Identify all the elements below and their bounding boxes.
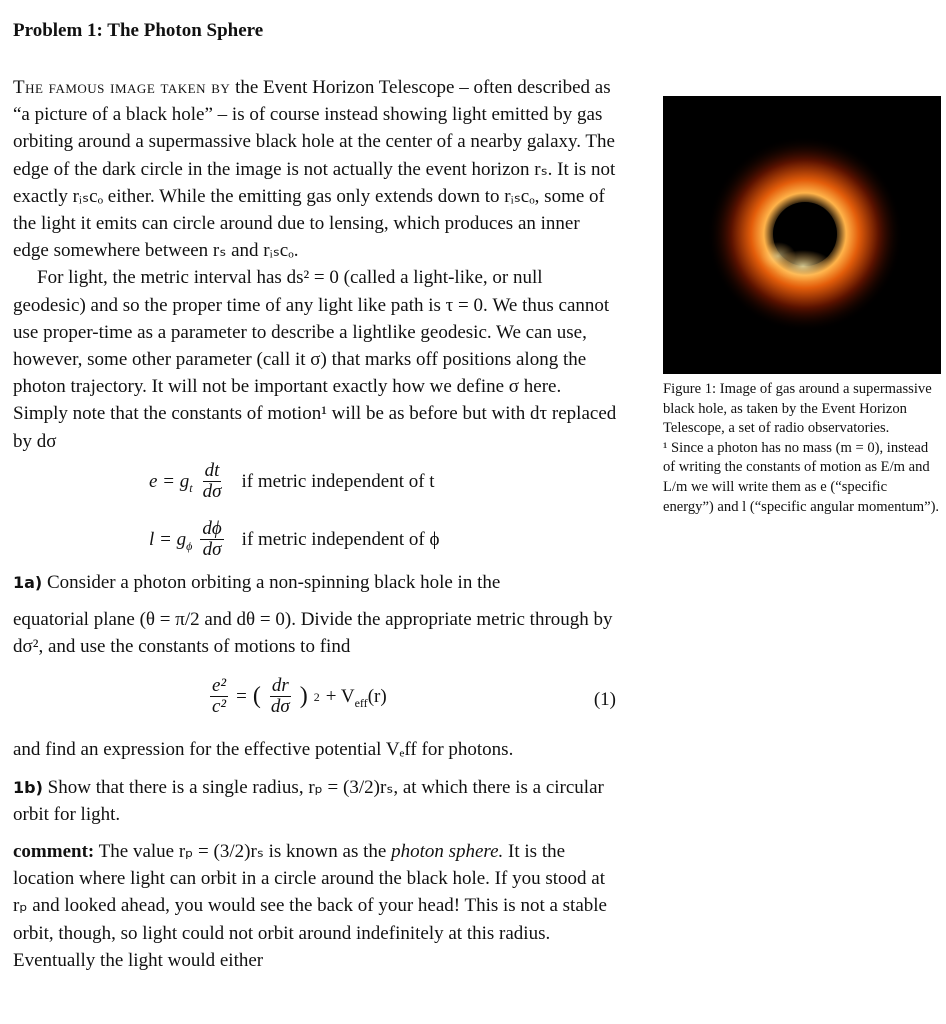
after-equation-1: and find an expression for the effective potential Vₑff for photons. bbox=[13, 739, 514, 761]
equation-number: (1) bbox=[593, 689, 616, 711]
problem-1a-cont: equatorial plane (θ = π/2 and dθ = 0). Divide the appropriate metric through by dσ², and use the constants of motions to find bbox=[13, 609, 613, 658]
footnote: ¹ Since a photon has no mass (m = 0), instead of writing the constants of motion as E/m and L/m we will write them as e (“specific energy”) and l (“specific angular momentum”). bbox=[663, 439, 940, 515]
label-1b: 1b) bbox=[13, 777, 43, 797]
comment-paragraph: comment: The value rₚ = (3/2)rₛ is known as the photon sphere. It is the location where light can orbit in a circle around the black hole. If you stood at rₚ and looked ahead, you would see the back of your head! This is not a stable orbit, though, so light could not orbit around indefinitely at this radius. Eventually the light would either bbox=[13, 841, 607, 971]
main-text bbox=[13, 74, 618, 974]
equation-1: $\frac{\text{e²}}{\text{c²}}$ = ( $\frac{dr}{d\sigma}$ ) 2 + $V_{eff}(r)$ (1) bbox=[212, 675, 616, 718]
equation-e: $e = g_t$ $\frac{dt}{d\sigma}$ if metric independent of t bbox=[149, 459, 435, 502]
problem-1a: 1a) Consider a photon orbiting a non-spinning black hole in the bbox=[13, 571, 501, 593]
figure-caption: Figure 1: Image of gas around a supermassive black hole, as taken by the Event Horizon Telescope, a set of radio observatories. bbox=[663, 381, 932, 437]
comment-label: comment: bbox=[13, 841, 95, 863]
problem-1b: 1b) Show that there is a single radius, rₚ = (3/2)rₛ, at which there is a circular orbit for light. bbox=[13, 776, 604, 825]
intro-lead: The famous image taken by bbox=[13, 77, 231, 98]
intro-text: the Event Horizon Telescope – often described as “a picture of a black hole” – is of course instead showing light emitted by gas orbiting around a supermassive black hole at the center of a nearby galaxy. The edge of the dark circle in the image is not actually the event horizon rₛ. It is not exactly rᵢₛcₒ either. While the emitting gas only extends down to rᵢₛcₒ, some of the light it emits can circle around due to lensing, which produces an inner edge somewhere between rₛ and rᵢₛcₒ. bbox=[13, 77, 616, 262]
label-1a: 1a) bbox=[13, 572, 43, 592]
equation-l: $l = g_\phi$ $\frac{d\phi}{d\sigma}$ if metric independent of ϕ bbox=[149, 517, 440, 560]
sidebar bbox=[663, 96, 941, 517]
light-paragraph: For light, the metric interval has ds² = 0 (called a light-like, or null geodesic) and so the proper time of any light like path is τ = 0. We thus cannot use proper-time as a parameter to describe a lightlike geodesic. We can use, however, some other parameter (call it σ) that marks off positions along the photon trajectory. It will not be important exactly how we define σ here. Simply note that the constants of motion¹ will be as before but with dτ replaced by dσ bbox=[13, 267, 617, 452]
black-hole-image bbox=[663, 96, 941, 374]
intro-paragraph bbox=[13, 74, 618, 264]
black-hole-ring-graphic bbox=[663, 96, 941, 374]
problem-title: Problem 1: The Photon Sphere bbox=[13, 20, 264, 41]
